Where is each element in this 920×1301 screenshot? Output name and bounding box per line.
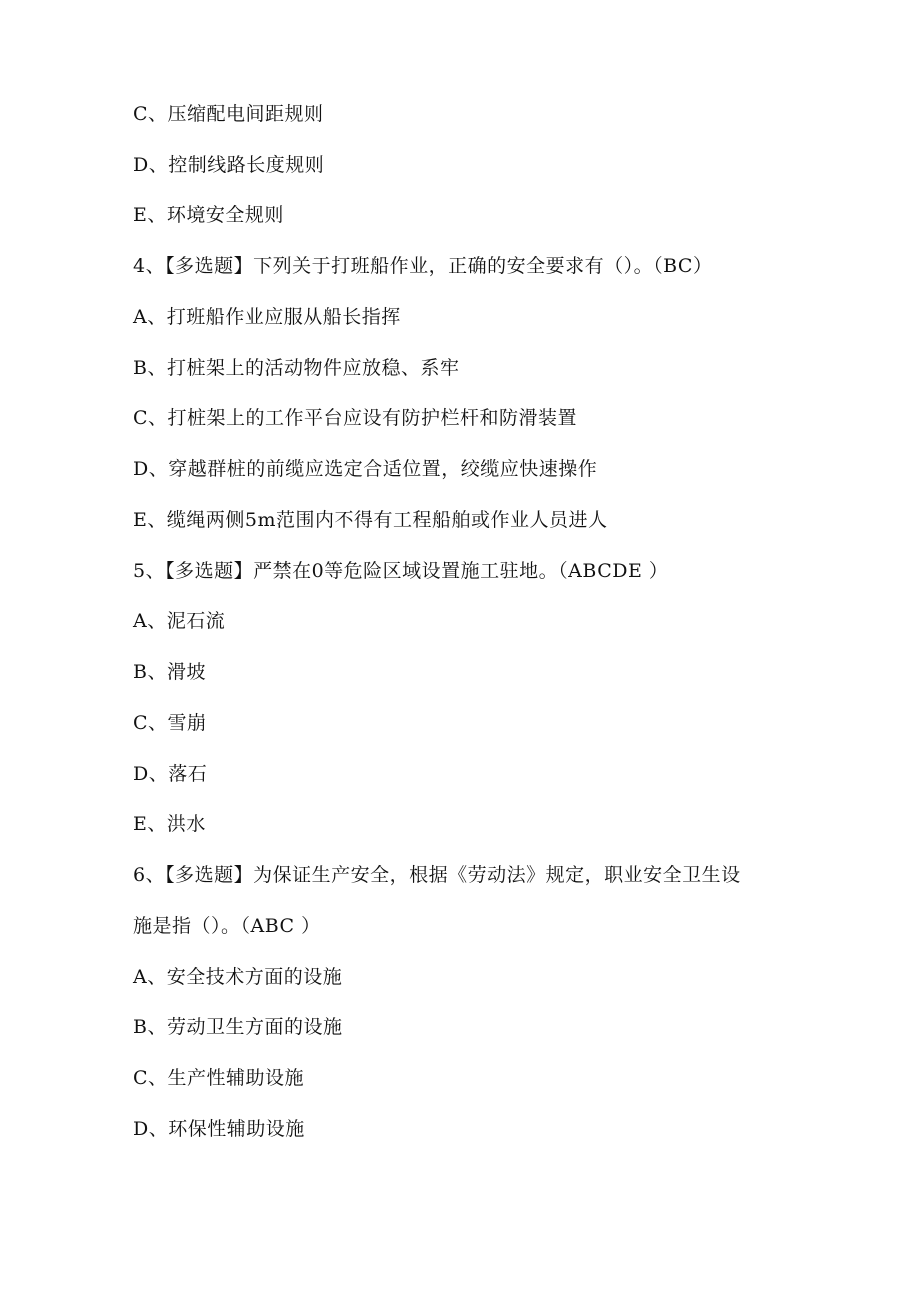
- q5-option-a: A、泥石流: [133, 610, 226, 632]
- question-6-line-1: 6、【多选题】为保证生产安全，根据《劳动法》规定，职业安全卫生设: [133, 864, 741, 886]
- q4-option-b: B、打桩架上的活动物件应放稳、系牢: [133, 357, 460, 379]
- q5-option-e: E、洪水: [133, 813, 206, 835]
- q6-option-d: D、环保性辅助设施: [133, 1118, 305, 1140]
- q6-option-a: A、安全技术方面的设施: [133, 966, 343, 988]
- q6-option-b: B、劳动卫生方面的设施: [133, 1016, 343, 1038]
- q3-option-e: E、环境安全规则: [133, 204, 284, 226]
- q5-option-c: C、雪崩: [133, 712, 207, 734]
- question-6-line-2: 施是指（）。（ABC ）: [133, 915, 321, 937]
- q5-option-b: B、滑坡: [133, 661, 206, 683]
- question-4: 4、【多选题】下列关于打班船作业，正确的安全要求有（）。（BC）: [133, 255, 713, 277]
- q3-option-d: D、控制线路长度规则: [133, 154, 325, 176]
- question-5: 5、【多选题】严禁在0等危险区域设置施工驻地。（ABCDE ）: [133, 560, 669, 582]
- q4-option-a: A、打班船作业应服从船长指挥: [133, 306, 401, 328]
- q4-option-d: D、穿越群桩的前缆应选定合适位置，绞缆应快速操作: [133, 458, 598, 480]
- q3-option-c: C、压缩配电间距规则: [133, 103, 324, 125]
- q4-option-e: E、缆绳两侧5m范围内不得有工程船舶或作业人员进人: [133, 509, 608, 531]
- q4-option-c: C、打桩架上的工作平台应设有防护栏杆和防滑装置: [133, 407, 578, 429]
- q6-option-c: C、生产性辅助设施: [133, 1067, 305, 1089]
- q5-option-d: D、落石: [133, 763, 208, 785]
